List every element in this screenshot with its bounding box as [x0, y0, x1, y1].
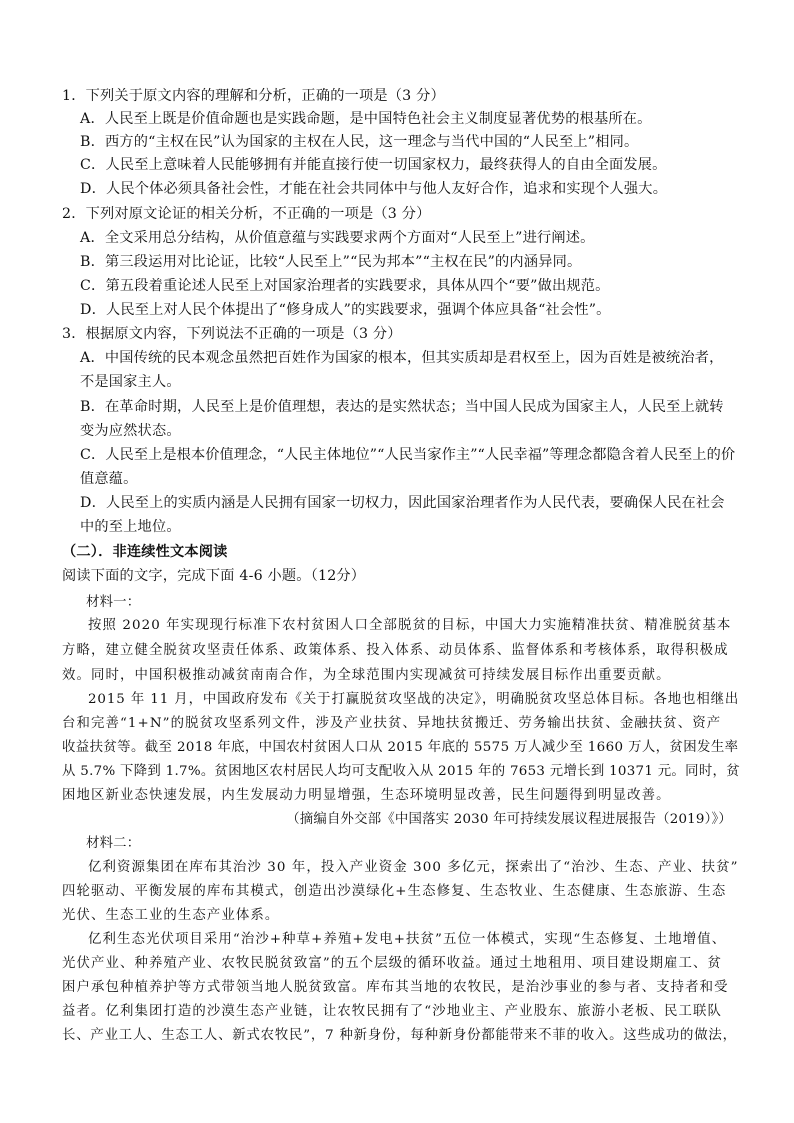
- material-1-line-2: 方略，建立健全脱贫攻坚责任体系、政策体系、投入体系、动员体系、监督体系和考核体系，取得积极成: [62, 643, 729, 658]
- question-1-option-c: C．人民至上意味着人民能够拥有并能直接行使一切国家权力，最终获得人的自由全面发展。: [80, 157, 667, 173]
- question-2-option-c: C．第五段着重论述人民至上对国家治理者的实践要求，具体从四个“要”做出规范。: [80, 278, 610, 294]
- question-2-option-a: A．全文采用总分结构，从价值意蕴与实践要求两个方面对“人民至上”进行阐述。: [80, 230, 595, 246]
- material-1-line-3: 效。同时，中国积极推动减贫南南合作，为全球范围内实现减贫可持续发展目标作出重要贡献。: [62, 668, 671, 683]
- material-1-line-7: 从 5.7% 下降到 1.7%。贫困地区农村居民人均可支配收入从 2015 年的 7653 元增长到 10371 元。同时，贫: [62, 764, 740, 779]
- material-1-line-8: 困地区新业态快速发展，内生发展动力明显增强，生态环境明显改善，民生问题得到明显改善。: [62, 788, 671, 803]
- material-1-line-1: 按照 2020 年实现现行标准下农村贫困人口全部脱贫的目标，中国大力实施精准扶贫、精准脱贫基本: [88, 618, 732, 633]
- question-3-option-c-cont: 值意蕴。: [80, 471, 138, 487]
- question-2-option-d: D．人民至上对人民个体提出了“修身成人”的实践要求，强调个体应具备“社会性”。: [80, 302, 611, 318]
- material-2-line-8: 长、产业工人、生态工人、新式农牧民”，7 种新身份，每种新身份都能带来不菲的收入。这些成功的做法，: [62, 1028, 737, 1043]
- question-1-option-a: A．人民至上既是价值命题也是实践命题，是中国特色社会主义制度显著优势的根基所在。: [80, 111, 652, 127]
- question-2-stem: 2．下列对原文论证的相关分析，不正确的一项是（3 分）: [62, 206, 431, 222]
- material-1-line-4: 2015 年 11 月，中国政府发布《关于打赢脱贫攻坚战的决定》，明确脱贫攻坚总体目标。各地也相继出: [88, 692, 740, 707]
- question-2-option-b: B．第三段运用对比论证，比较“人民至上”“民为邦本”“主权在民”的内涵异同。: [80, 254, 582, 270]
- material-2-label: 材料二：: [86, 836, 141, 851]
- material-1-line-6: 收益扶贫等。截至 2018 年底，中国农村贫困人口从 2015 年底的 5575 万人减少至 1660 万人，贫困发生率: [62, 740, 739, 755]
- material-2-line-7: 益者。亿利集团打造的沙漠生态产业链，让农牧民拥有了“沙地业主、产业股东、旅游小老板、民工联队: [62, 1004, 723, 1019]
- question-3-option-b: B．在革命时期，人民至上是价值理想，表达的是实然状态；当中国人民成为国家主人，人民至上就转: [80, 399, 724, 415]
- question-3-option-d-cont: 中的至上地位。: [80, 519, 181, 535]
- section-intro: 阅读下面的文字，完成下面 4-6 小题。（12分）: [62, 568, 366, 584]
- material-2-line-6: 困户承包种植养护等方式带领当地人脱贫致富。库布其当地的农牧民，是治沙事业的参与者、支持者和受: [62, 980, 729, 995]
- material-2-line-4: 亿利生态光伏项目采用“治沙+种草+养殖+发电+扶贫”五位一体模式，实现“生态修复、土地增值、: [88, 932, 727, 947]
- question-3-option-d: D．人民至上的实质内涵是人民拥有国家一切权力，因此国家治理者作为人民代表，要确保人民在社会: [80, 495, 725, 511]
- material-2-line-3: 光伏、生态工业的生态产业体系。: [62, 908, 280, 923]
- question-1-stem: 1．下列关于原文内容的理解和分析，正确的一项是（3 分）: [62, 88, 445, 104]
- question-1-option-d: D．人民个体必须具备社会性，才能在社会共同体中与他人友好合作，追求和实现个人强大。: [80, 181, 668, 197]
- material-2-line-2: 四轮驱动、平衡发展的库布其模式，创造出沙漠绿化+生态修复、生态牧业、生态健康、生态旅游、生态: [62, 884, 727, 899]
- question-3-option-a: A．中国传统的民本观念虽然把百姓作为国家的根本，但其实质却是君权至上，因为百姓是被统治者，: [80, 350, 724, 366]
- question-3-option-b-cont: 变为应然状态。: [80, 423, 181, 439]
- section-title: （二）．非连续性文本阅读: [62, 544, 228, 560]
- question-3-stem: 3．根据原文内容，下列说法不正确的一项是（3 分）: [62, 326, 402, 342]
- material-2-line-1: 亿利资源集团在库布其治沙 30 年，投入产业资金 300 多亿元，探索出了“治沙、生态、产业、扶贫”: [88, 860, 739, 875]
- material-1-line-5: 台和完善“1+N”的脱贫攻坚系列文件，涉及产业扶贫、异地扶贫搬迁、劳务输出扶贫、金融扶贫、资产: [62, 716, 722, 731]
- question-3-option-c: C．人民至上是根本价值理念，“人民主体地位”“人民当家作主”“人民幸福”等理念都隐含着人民至上的价: [80, 447, 736, 463]
- material-1-label: 材料一：: [86, 595, 141, 610]
- question-1-option-b: B．西方的“主权在民”认为国家的主权在人民，这一理念与当代中国的“人民至上”相同。: [80, 134, 639, 150]
- material-1-source: （摘编自外交部《中国落实 2030 年可持续发展议程进展报告（2019）》）: [286, 812, 732, 827]
- question-3-option-a-cont: 不是国家主人。: [80, 374, 181, 390]
- material-2-line-5: 光伏产业、种养殖产业、农牧民脱贫致富”的五个层级的循环收益。通过土地租用、项目建设期雇工、贫: [62, 956, 723, 971]
